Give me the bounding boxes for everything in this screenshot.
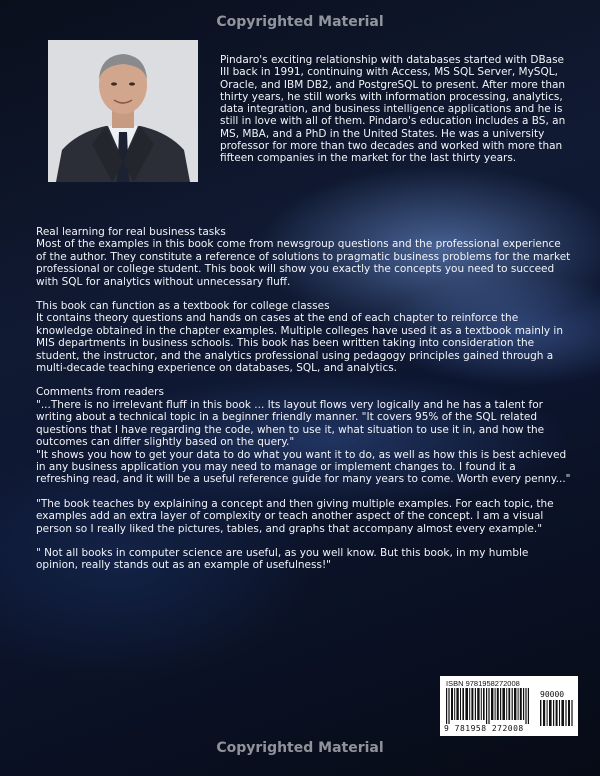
section-heading-comments: Comments from readers — [36, 386, 164, 399]
price-barcode-icon — [540, 700, 574, 726]
section-heading-real-learning: Real learning for real business tasks — [36, 226, 226, 238]
reader-quote: "...There is no irrelevant fluff in this book ... Its layout flows very logically and he has a talent for writing about a technical topic in a beginner friendly manner. "It covers 95% of the SQL related questions that I have regarding the code, when to use it, what situation to use it in, and how the outcomes can differ slightly based on the query." — [36, 398, 545, 449]
reader-quote: "The book teaches by explaining a concept and then giving multiple examples. For each topic, the examples add an extra layer of complexity or teach another aspect of the concept. I am a visual person so I really liked the pictures, tables, and graphs that accompany almost every example." — [36, 497, 554, 535]
reader-quote: "It shows you how to get your data to do what you want it to do, as well as how this is best achieved in any business application you may need to manage or implement changes to. I found it a refreshing read, and it will be a useful reference guide for many years to come. Worth every penny..." — [36, 448, 571, 486]
price-code: 90000 — [540, 690, 565, 699]
back-cover-text — [36, 226, 572, 584]
author-bio: Pindaro's exciting relationship with databases started with DBase III back in 1991, continuing with Access, MS SQL Server, MySQL, Oracle, and IBM DB2, and PostgreSQL to present. After more than thirty years, he still works with information processing, analytics, data integration, and business intelligence applications and he is still in love with all of them. Pindaro's education includes a BS, an MS, MBA, and a PhD in the United States. He was a university professor for more than two decades and worked with more than fifteen companies in the market for the last thirty years. — [220, 54, 566, 165]
author-photo — [48, 40, 198, 182]
author-portrait-image — [48, 40, 198, 182]
section-body-real-learning: Most of the examples in this book come from newsgroup questions and the professional experience of the author. They constitute a reference of solutions to pragmatic business problems for the market professional or college student. This book will show you exactly the concepts you need to succeed with SQL for analytics without unnecessary fluff. — [36, 238, 571, 288]
isbn-label: ISBN 9781958272008 — [446, 679, 520, 688]
section-body-textbook: It contains theory questions and hands on cases at the end of each chapter to reinforce the knowledge obtained in the chapter examples. Multiple colleges have used it as a textbook mainly in MIS departments in business schools. This book has been written taking into consideration the student, the instructor, and the analytics professional using pedagogy principles gained through a multi-decade teaching experience on databases, SQL, and analytics. — [36, 312, 563, 375]
section-textbook — [36, 300, 572, 374]
section-real-learning — [36, 226, 572, 288]
watermark-top: Copyrighted Material — [216, 14, 384, 30]
section-heading-textbook: This book can function as a textbook for college classes — [36, 300, 330, 313]
isbn-digits: 9 781958 272008 — [444, 724, 524, 733]
watermark-bottom: Copyrighted Material — [216, 740, 384, 756]
section-comments — [36, 386, 572, 571]
barcode-bars-icon — [446, 688, 538, 724]
isbn-barcode — [440, 676, 578, 736]
reader-quote: " Not all books in computer science are useful, as you well know. But this book, in my humble opinion, really stands out as an example of usefulness!" — [36, 546, 529, 572]
